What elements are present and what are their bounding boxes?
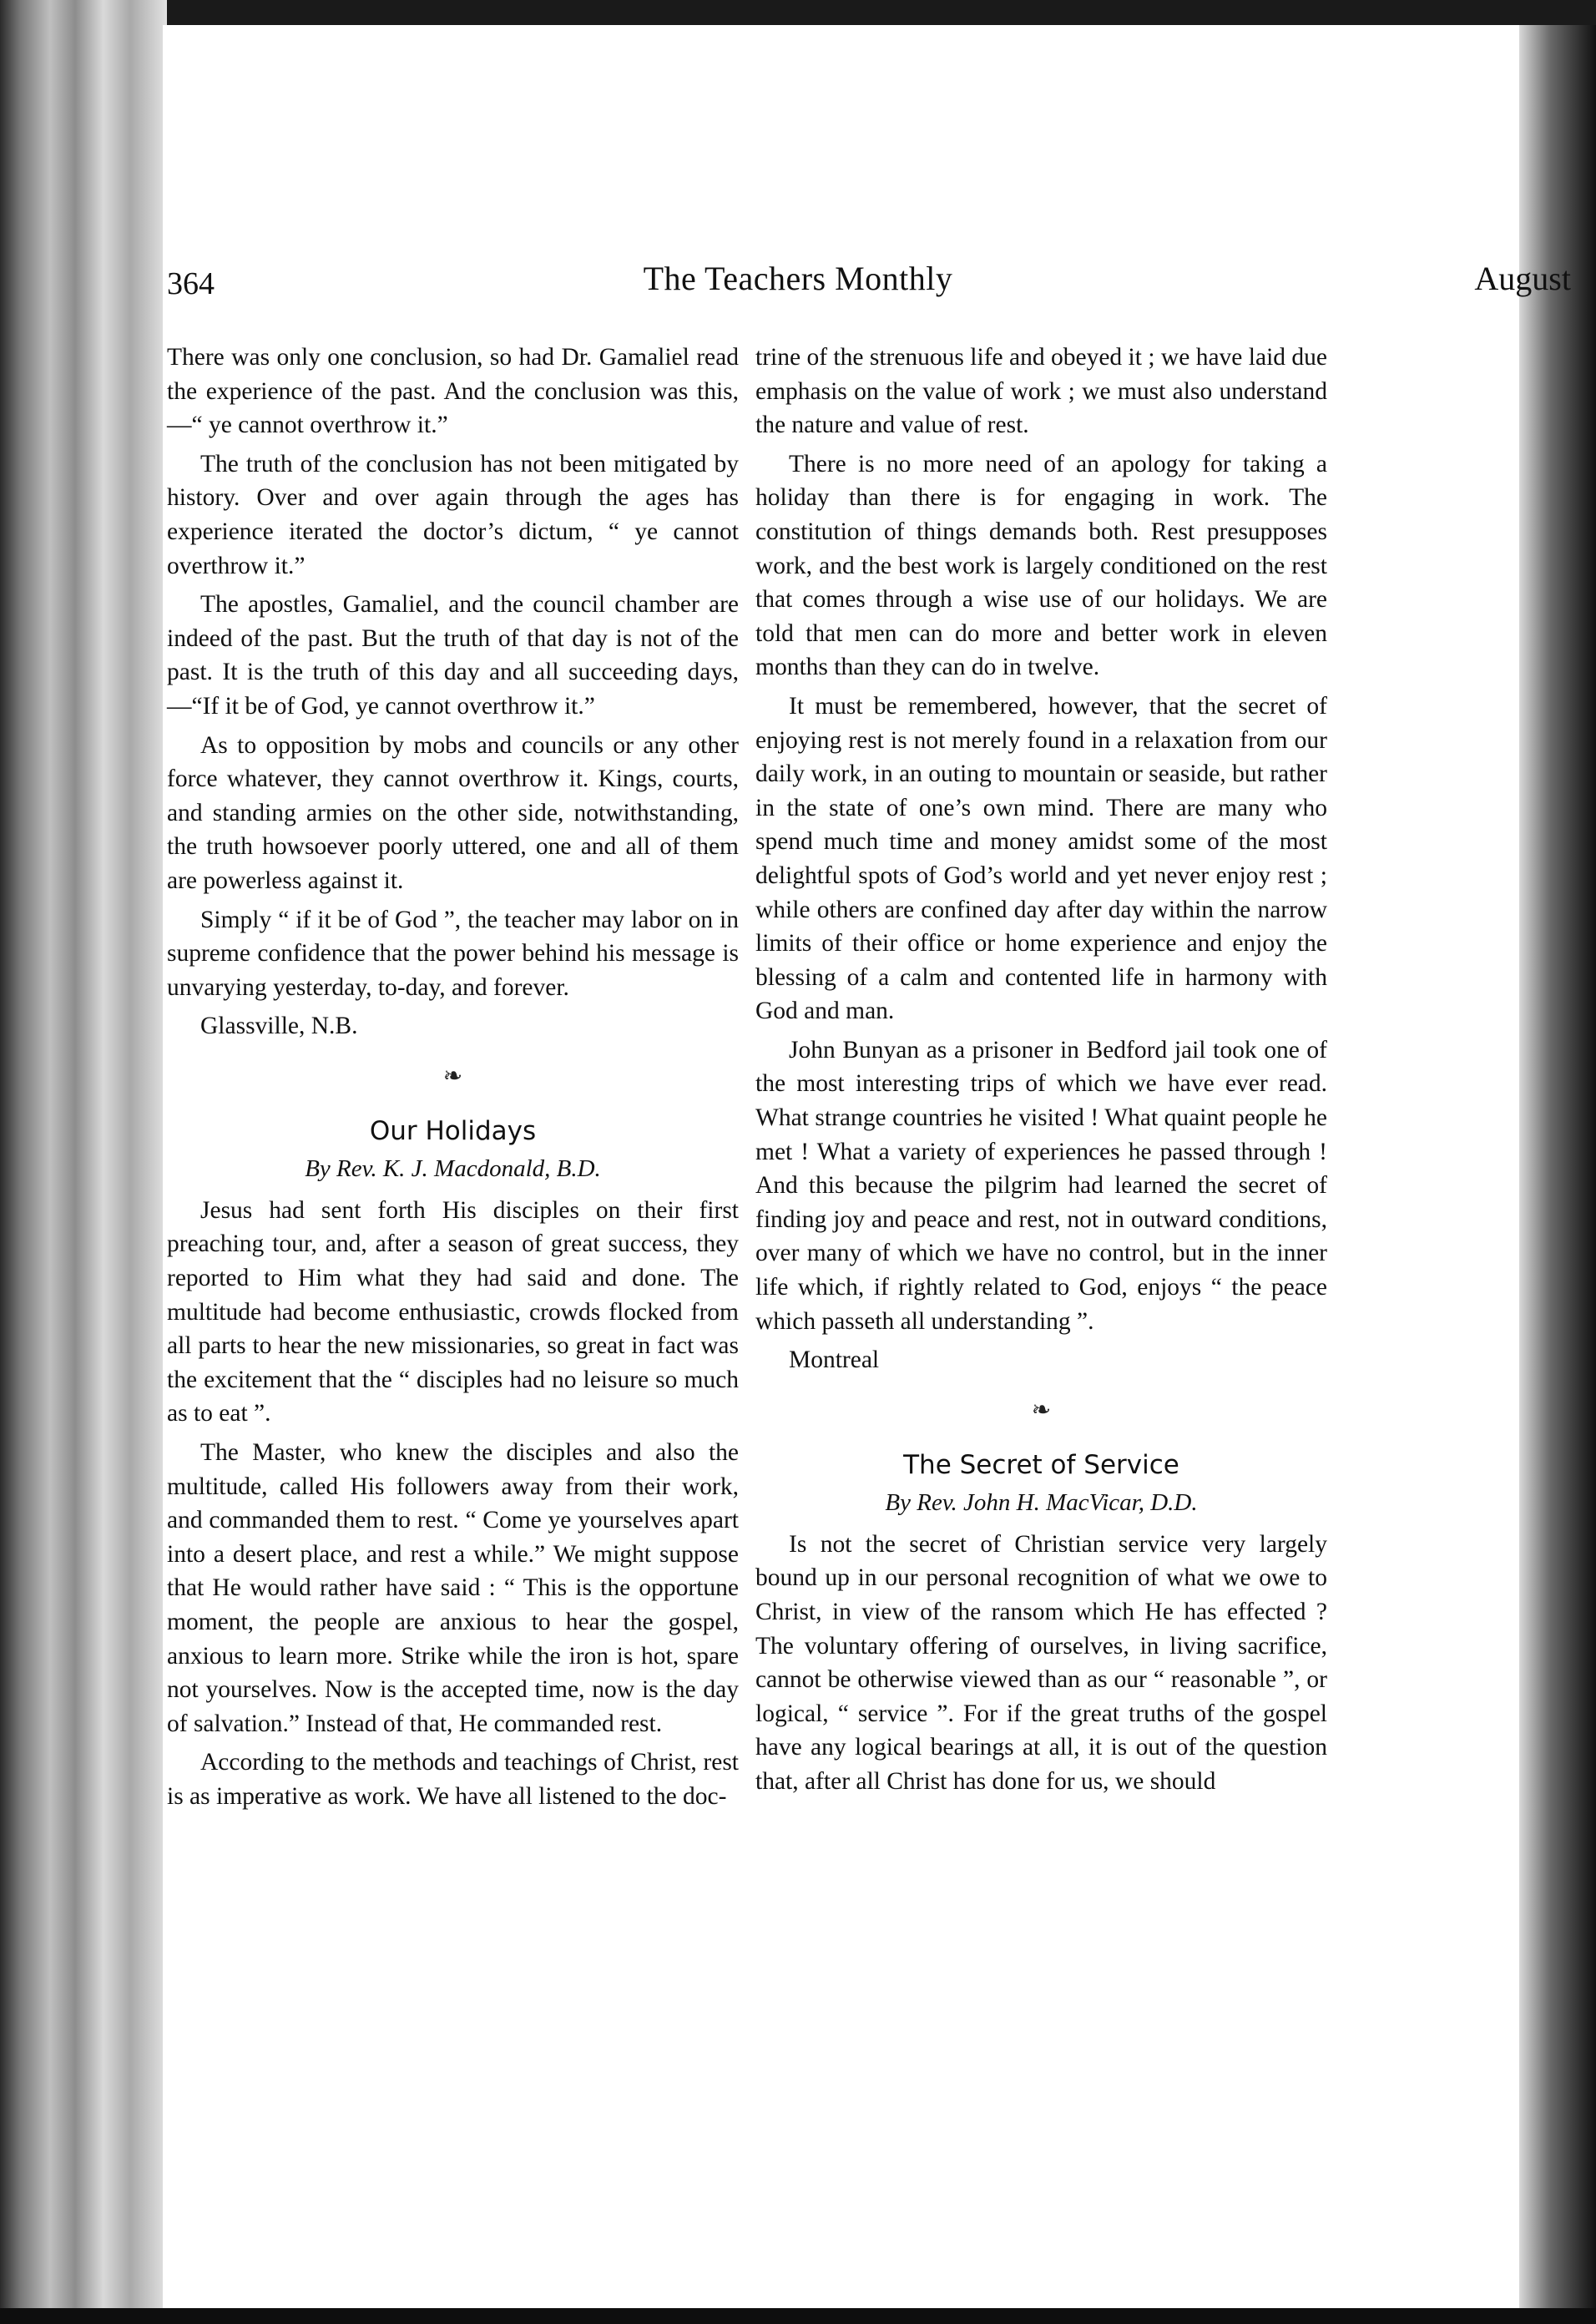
fleuron-icon: ❧	[1031, 1397, 1052, 1423]
place-signoff: Glassville, N.B.	[200, 1013, 358, 1040]
paragraph: The Master, who knew the disciples and also the multitude, called His followers away from their work, and commanded them to rest. “ Come ye yourselves apart into a desert place, and rest a while.” We might suppose that He would rather have said : “ This is the opportune moment, the people are anxious to hear the gospel, anxious to learn more. Strike while the iron is hot, spare not yourselves. Now is the accepted time, now is the day of salvation.” Instead of that, He commanded rest.	[167, 1439, 739, 1737]
paragraph: There was only one conclusion, so had Dr. Gamaliel read the experience of the past. And the conclusion was this,—“ ye cannot overthrow it.”	[167, 344, 739, 439]
paragraph: According to the methods and teachings of Christ, rest is as imperative as work. We have all listened to the doc-	[167, 1749, 739, 1810]
publication-title: The Teachers Monthly	[643, 260, 953, 297]
issue-month: August	[1474, 260, 1571, 297]
article-title: The Secret of Service	[903, 1449, 1179, 1480]
page-number: 364	[167, 266, 215, 301]
paragraph: Jesus had sent forth His disciples on their first preaching tour, and, after a season of great success, they reported to Him what they had said and done. The multitude had become enthusiastic, crowds flocked from all parts to hear the new missionaries, so great in fact was the excitement that the “ disciples had no leisure so much as to eat ”.	[167, 1196, 739, 1427]
book-spine	[0, 0, 167, 2324]
article-byline: By Rev. K. J. Macdonald, B.D.	[305, 1154, 601, 1182]
place-signoff: Montreal	[789, 1346, 880, 1374]
paragraph: It must be remembered, however, that the secret of enjoying rest is not merely found in a relaxation from our daily work, in an outing to mountain or seaside, but rather in the state of one’s own mind. There are many who spend much time and money amidst some of the most delightful spots of God’s world and yet never enjoy rest ; while others are confined day after day within the narrow limits of their office or home experience and enjoy the blessing of a calm and contented life in harmony with God and man.	[755, 692, 1327, 1025]
paragraph: John Bunyan as a prisoner in Bedford jail took one of the most interesting trips of which we have ever read. What strange countries he visited ! What quaint people he met ! What a variety of experiences he passed through ! And this because the pilgrim had learned the secret of finding joy and peace and rest, not in outward conditions, over many of which we have no control, but in the inner life which, if rightly related to God, enjoys “ the peace which passeth all understanding ”.	[755, 1036, 1327, 1335]
paragraph: There is no more need of an apology for taking a holiday than there is for engaging in work. The constitution of things demands both. Rest presupposes work, and the best work is largely conditioned on the rest that comes through a wise use of our holidays. We are told that men can do more and better work in eleven months than they can do in twelve.	[755, 450, 1327, 681]
page-edge-shadow	[1519, 25, 1596, 2308]
running-header	[0, 259, 1596, 326]
paragraph: Simply “ if it be of God ”, the teacher may labor on in supreme confidence that the power behind his message is unvarying yesterday, to-day, and forever.	[167, 906, 739, 1001]
article-byline: By Rev. John H. MacVicar, D.D.	[885, 1488, 1198, 1516]
paragraph: As to opposition by mobs and councils or any other force whatever, they cannot overthrow it. Kings, courts, and standing armies on the other side, notwithstanding, the truth howsoever poorly uttered, one and all of them are powerless against it.	[167, 731, 739, 894]
fleuron-icon: ❧	[442, 1063, 463, 1089]
left-column	[167, 341, 739, 1819]
paragraph: Is not the secret of Christian service very largely bound up in our personal recognition of what we owe to Christ, in view of the ransom which He has effected ? The voluntary offering of ourselves, in living sacrifice, cannot be otherwise viewed than as our “ reasonable ”, or logical, “ service ”. For if the great truths of the gospel have any logical bearings at all, it is out of the question that, after all Christ has done for us, we should	[755, 1530, 1327, 1795]
paragraph: The apostles, Gamaliel, and the council chamber are indeed of the past. But the truth of that day is not of the past. It is the truth of this day and all succeeding days,—“If it be of God, ye cannot overthrow it.”	[167, 591, 739, 720]
right-column	[755, 341, 1327, 1804]
bottom-edge	[0, 2308, 1596, 2324]
paragraph: trine of the strenuous life and obeyed it ; we have laid due emphasis on the value of work ; we must also understand the nature and value of rest.	[755, 344, 1327, 439]
article-title: Our Holidays	[369, 1115, 537, 1146]
paragraph: The truth of the conclusion has not been mitigated by history. Over and over again through the ages has experience iterated the doctor’s dictum, “ ye cannot overthrow it.”	[167, 450, 739, 579]
